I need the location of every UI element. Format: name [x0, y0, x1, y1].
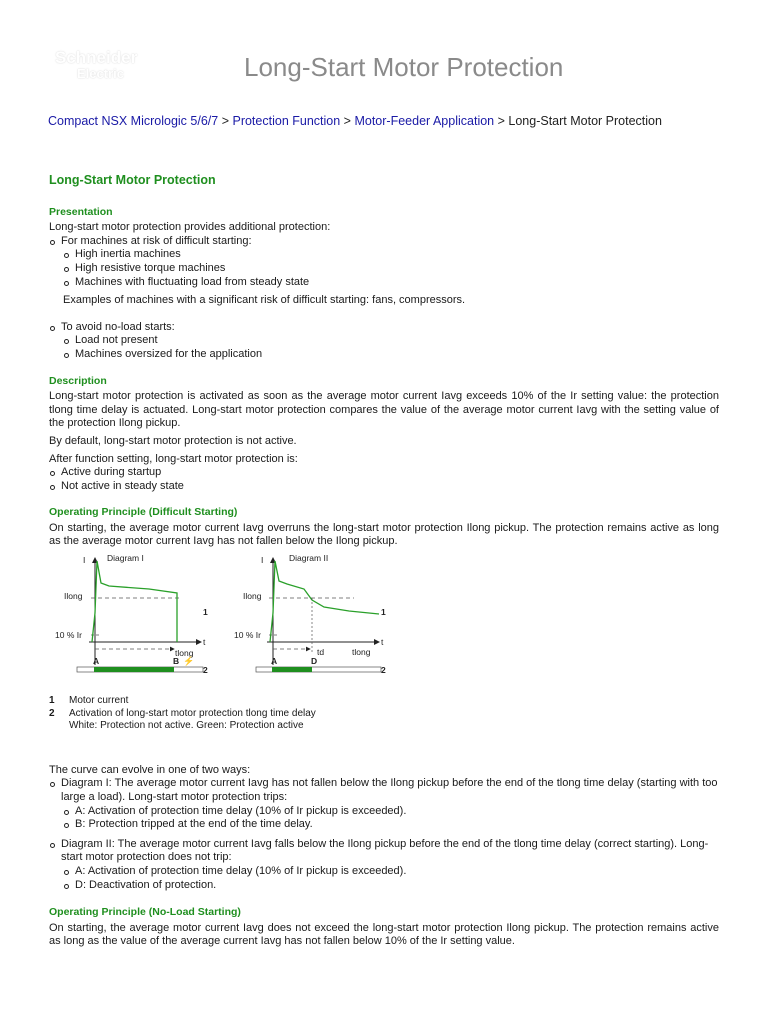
list-item: High resistive torque machines [63, 262, 719, 276]
evolve-intro: The curve can evolve in one of two ways: [49, 763, 251, 776]
list-item: B: Protection tripped at the end of the time delay. [63, 818, 719, 832]
list-item: To avoid no-load starts: [49, 321, 719, 335]
list-item: A: Activation of protection time delay (10% of Ir pickup is exceeded). [63, 865, 719, 879]
difficult-starting-para: On starting, the average motor current Iavg overruns the long-start motor protection Ilong pickup. The protection remains active as long as the average motor current Iavg has not fallen below the Ilong pickup. [49, 521, 719, 548]
no-load-heading: Operating Principle (No-Load Starting) [49, 906, 241, 919]
presentation-heading: Presentation [49, 205, 113, 218]
legend-text: White: Protection not active. Green: Protection active [69, 720, 304, 732]
evolve-list-2 [49, 838, 719, 892]
logo-line1: Schneider [55, 48, 138, 67]
description-heading: Description [49, 374, 107, 387]
marker-b: B [173, 656, 180, 667]
bar-label: 2 [381, 665, 386, 676]
list-item: Diagram I: The average motor current Iavg has not fallen below the Ilong pickup before the end of the tlong time delay (starting with too large a load). Long-start motor protection trips: [49, 777, 719, 804]
logo-line2: Electric [77, 66, 124, 81]
main-heading: Long-Start Motor Protection [49, 173, 216, 187]
curve-label: 1 [203, 607, 208, 618]
diagrams-figure [49, 553, 429, 685]
schneider-logo[interactable] [55, 50, 165, 86]
td-label: td [317, 647, 325, 658]
breadcrumb-link-micrologic[interactable]: Compact NSX Micrologic 5/6/7 [48, 114, 219, 128]
page-title: Long-Start Motor Protection [244, 52, 564, 82]
motor-current-curve [92, 561, 177, 642]
list-item: Not active in steady state [49, 480, 719, 494]
diagram-title: Diagram I [107, 553, 144, 564]
main-content [49, 174, 719, 949]
difficult-starting-heading: Operating Principle (Difficult Starting) [49, 506, 238, 519]
examples-text: Examples of machines with a significant risk of difficult starting: fans, compressors. [63, 294, 466, 307]
breadcrumb-current: Long-Start Motor Protection [508, 114, 662, 128]
list-item: Machines with fluctuating load from steady state [63, 276, 719, 290]
ir10-label: 10 % Ir [234, 630, 261, 641]
breadcrumb-link-motor-feeder[interactable]: Motor-Feeder Application [354, 114, 495, 128]
ir10-label: 10 % Ir [55, 630, 82, 641]
y-axis-label: I [261, 555, 264, 566]
presentation-list-2 [49, 321, 719, 362]
diagram-2 [234, 553, 386, 675]
breadcrumb-separator: > [221, 114, 229, 128]
legend-number: 2 [49, 707, 55, 719]
ilong-label: Ilong [243, 591, 262, 602]
breadcrumb-link-protection-function[interactable]: Protection Function [232, 114, 341, 128]
motor-current-curve [270, 561, 379, 642]
x-axis-label: t [381, 637, 384, 648]
legend-text: Motor current [69, 695, 129, 707]
breadcrumb-separator: > [497, 114, 505, 128]
diagram-title: Diagram II [289, 553, 329, 564]
description-para2: By default, long-start motor protection is not active. [49, 434, 297, 447]
diagrams-svg [49, 553, 429, 685]
list-item: For machines at risk of difficult starting: [49, 235, 719, 249]
legend-text: Activation of long-start motor protection tlong time delay [69, 707, 316, 719]
no-load-para: On starting, the average motor current Iavg does not exceed the long-start motor protection Ilong pickup. The protection remains active as long as the value of the average current Iavg has not fallen below 10% of the Ir setting value. [49, 921, 719, 948]
description-list [49, 466, 719, 493]
evolve-list-1 [49, 777, 719, 831]
description-para1: Long-start motor protection is activated as soon as the average motor current Iavg exceeds 10% of the Ir setting value: the protection tlong time delay is actuated. Long-start motor protection compares the value of the average motor current Iavg with the setting value of the protection Ilong pickup. [49, 390, 719, 430]
list-item: Machines oversized for the application [63, 348, 719, 362]
x-axis-label: t [203, 637, 206, 648]
list-item: Load not present [63, 334, 719, 348]
list-item: A: Activation of protection time delay (10% of Ir pickup is exceeded). [63, 805, 719, 819]
curve-label: 1 [381, 607, 386, 618]
diagram-1 [55, 553, 208, 675]
marker-a: A [93, 656, 100, 667]
tlong-label: tlong [175, 648, 194, 659]
bar-label: 2 [203, 665, 208, 676]
activation-bar-green [272, 667, 312, 672]
list-item: D: Deactivation of protection. [63, 879, 719, 893]
presentation-list [49, 235, 719, 289]
page-header [0, 0, 768, 100]
marker-a: A [271, 656, 278, 667]
list-item: Active during startup [49, 466, 719, 480]
presentation-intro: Long-start motor protection provides additional protection: [49, 221, 331, 234]
breadcrumb-separator: > [343, 114, 351, 128]
breadcrumb [48, 114, 662, 128]
tlong-label: tlong [352, 647, 371, 658]
y-axis-label: I [83, 555, 86, 566]
list-item: High inertia machines [63, 248, 719, 262]
diagram-legend [49, 695, 719, 733]
trip-icon: ⚡ [183, 656, 195, 667]
activation-bar-green [94, 667, 174, 672]
ilong-label: Ilong [64, 591, 83, 602]
description-para3: After function setting, long-start motor protection is: [49, 452, 298, 465]
list-item: Diagram II: The average motor current Iavg falls below the Ilong pickup before the end of the tlong time delay (correct starting). Long-start motor protection does not trip: [49, 838, 719, 865]
legend-number: 1 [49, 695, 55, 707]
marker-d: D [311, 656, 318, 667]
